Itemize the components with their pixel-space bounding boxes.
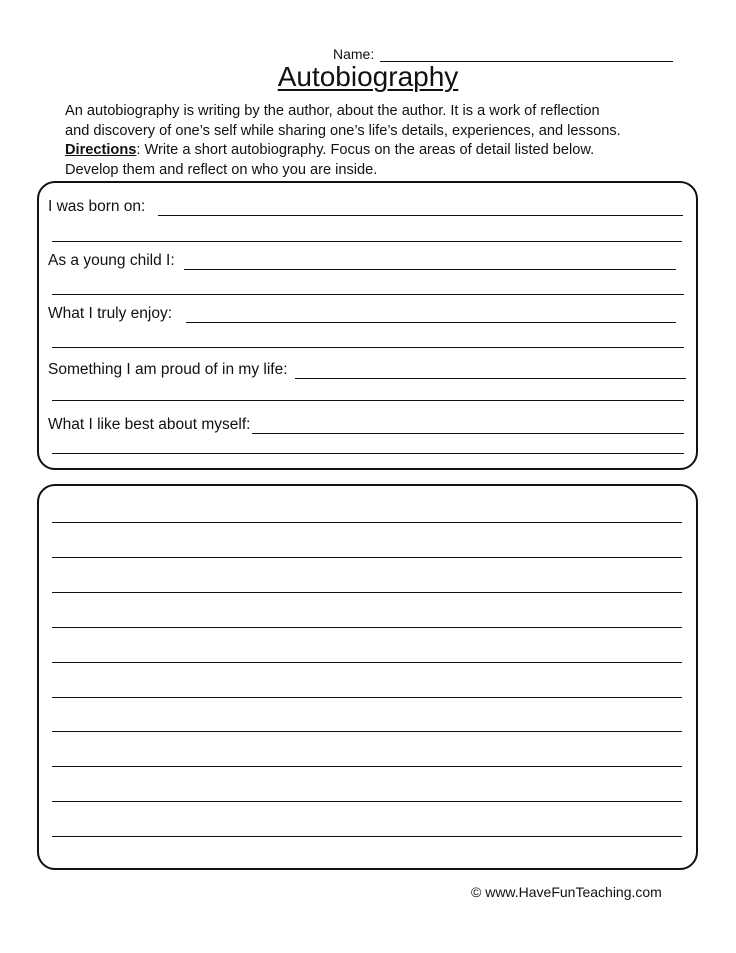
directions-line [65,141,685,161]
writing-line[interactable] [52,697,682,698]
writing-line[interactable] [52,522,682,523]
copyright-footer: © www.HaveFunTeaching.com [471,884,662,900]
prompt-young-child-label: As a young child I: [48,252,175,269]
born-answer-line-2[interactable] [52,241,682,242]
writing-line[interactable] [52,627,682,628]
writing-line[interactable] [52,557,682,558]
prompt-like-best-label: What I like best about myself: [48,416,251,433]
enjoy-answer-line[interactable] [186,306,676,323]
directions-label: Directions [65,142,137,158]
writing-line[interactable] [52,801,682,802]
born-answer-line[interactable] [158,199,683,216]
like-best-answer-line-2[interactable] [52,453,684,454]
writing-line[interactable] [52,766,682,767]
name-row [333,42,673,62]
page-title: Autobiography [277,61,459,92]
prompt-proud-label: Something I am proud of in my life: [48,361,288,378]
proud-answer-line-2[interactable] [52,400,684,401]
writing-line[interactable] [52,662,682,663]
enjoy-answer-line-2[interactable] [52,347,684,348]
young-child-answer-line[interactable] [184,253,676,270]
intro-line-1: An autobiography is writing by the author, about the author. It is a work of reflection [65,103,600,119]
prompt-born-label: I was born on: [48,198,146,215]
writing-line[interactable] [52,836,682,837]
name-label: Name: [333,46,375,62]
intro-line-2: and discovery of one’s self while sharing one’s life’s details, experiences, and lessons. [65,122,621,139]
like-best-answer-line[interactable] [252,417,684,434]
directions-text: : Write a short autobiography. Focus on the areas of detail listed below. [136,142,595,158]
intro-text [65,102,685,180]
prompt-born-row [48,196,686,216]
writing-box [37,484,698,870]
prompt-like-best-row [48,414,686,434]
writing-line[interactable] [52,592,682,593]
writing-line[interactable] [52,731,682,732]
prompt-enjoy-label: What I truly enjoy: [48,305,173,322]
proud-answer-line[interactable] [295,362,686,379]
intro-line-4: Develop them and reflect on who you are inside. [65,161,378,178]
prompt-young-child-row [48,250,686,270]
young-child-answer-line-2[interactable] [52,294,684,295]
prompt-enjoy-row [48,303,686,323]
prompt-proud-row [48,359,686,379]
